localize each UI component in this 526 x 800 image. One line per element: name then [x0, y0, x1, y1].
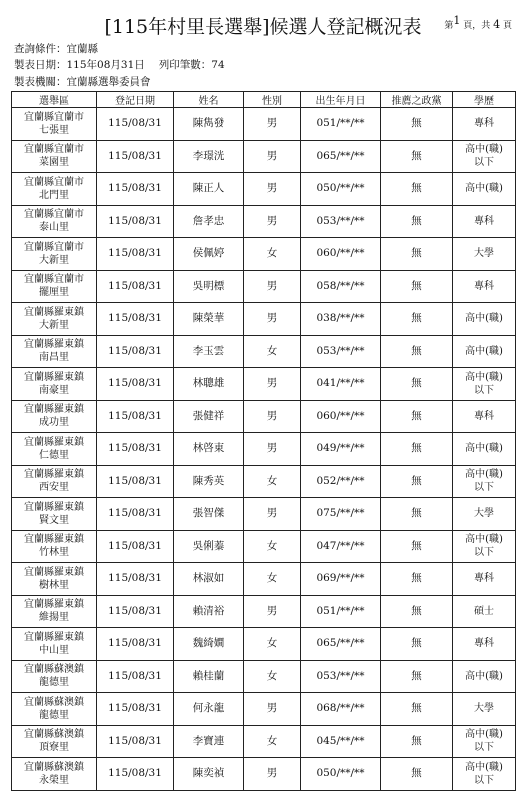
district-cell	[12, 725, 97, 758]
party-cell: 無	[381, 368, 453, 401]
birth-cell: 050/**/**	[301, 758, 381, 791]
district-cell	[12, 173, 97, 206]
table-row	[12, 335, 516, 368]
district-cell-line: 宜蘭縣羅東鎮	[24, 566, 84, 578]
birth-cell: 053/**/**	[301, 205, 381, 238]
district-cell-line: 維揚里	[39, 612, 69, 624]
birth-cell: 065/**/**	[301, 628, 381, 661]
gender-cell: 女	[244, 530, 301, 563]
district-cell-line: 永榮里	[39, 774, 69, 786]
report-date: 製表日期：115年08月31日	[14, 59, 145, 71]
gender-cell: 男	[244, 498, 301, 531]
district-cell-line: 七張里	[39, 124, 69, 136]
district-cell-line: 宜蘭縣宜蘭市	[24, 274, 84, 286]
district-cell-line: 成功里	[39, 417, 69, 429]
page-indicator	[444, 14, 512, 31]
party-cell: 無	[381, 108, 453, 141]
district-cell-line: 菜園里	[39, 157, 69, 169]
table-row	[12, 400, 516, 433]
table-row	[12, 693, 516, 726]
table-row	[12, 173, 516, 206]
party-cell: 無	[381, 758, 453, 791]
party-cell: 無	[381, 498, 453, 531]
date-cell: 115/08/31	[97, 595, 174, 628]
date-cell: 115/08/31	[97, 173, 174, 206]
page-label-post: 頁	[502, 21, 512, 31]
table-row	[12, 270, 516, 303]
party-cell: 無	[381, 433, 453, 466]
table-body	[12, 108, 516, 791]
district-cell-line: 南豪里	[39, 384, 69, 396]
education-cell	[453, 498, 516, 531]
gender-cell: 男	[244, 433, 301, 466]
education-cell-line: 高中(職)	[465, 144, 503, 156]
table-row	[12, 498, 516, 531]
education-cell	[453, 660, 516, 693]
district-cell-line: 仁德里	[39, 449, 69, 461]
party-cell: 無	[381, 335, 453, 368]
education-cell-line: 以下	[474, 742, 494, 754]
query-condition	[14, 41, 112, 56]
name-cell: 張智傑	[174, 498, 244, 531]
table-row	[12, 108, 516, 141]
table-row	[12, 725, 516, 758]
education-cell-line: 高中(職)	[465, 345, 503, 357]
education-cell-line: 高中(職)	[465, 183, 503, 195]
birth-cell: 051/**/**	[301, 595, 381, 628]
name-cell: 李璟洸	[174, 140, 244, 173]
table-row	[12, 563, 516, 596]
date-cell: 115/08/31	[97, 140, 174, 173]
gender-cell: 女	[244, 660, 301, 693]
education-cell	[453, 400, 516, 433]
district-cell	[12, 498, 97, 531]
table-row	[12, 628, 516, 661]
name-cell: 侯佩婷	[174, 238, 244, 271]
district-cell	[12, 433, 97, 466]
district-cell	[12, 270, 97, 303]
birth-cell: 068/**/**	[301, 693, 381, 726]
education-cell-line: 大學	[474, 703, 494, 715]
district-cell	[12, 628, 97, 661]
education-cell	[453, 530, 516, 563]
district-cell	[12, 563, 97, 596]
education-cell-line: 專科	[474, 280, 494, 292]
education-cell	[453, 758, 516, 791]
name-cell: 林聰雄	[174, 368, 244, 401]
district-cell	[12, 108, 97, 141]
education-cell-line: 專科	[474, 215, 494, 227]
district-cell-line: 宜蘭縣羅東鎮	[24, 436, 84, 448]
birth-cell: 049/**/**	[301, 433, 381, 466]
education-cell-line: 以下	[474, 547, 494, 559]
column-header-district: 選舉區	[12, 92, 97, 108]
name-cell: 林淑如	[174, 563, 244, 596]
gender-cell: 男	[244, 270, 301, 303]
table-row	[12, 758, 516, 791]
page-current: 1	[453, 14, 461, 27]
gender-cell: 男	[244, 758, 301, 791]
date-cell: 115/08/31	[97, 433, 174, 466]
table-row	[12, 465, 516, 498]
page-label-mid: 頁，共	[463, 21, 491, 31]
education-cell	[453, 238, 516, 271]
district-cell-line: 宜蘭縣蘇澳鎮	[24, 664, 84, 676]
party-cell: 無	[381, 400, 453, 433]
name-cell: 吳俐蓁	[174, 530, 244, 563]
district-cell	[12, 238, 97, 271]
education-cell-line: 高中(職)	[465, 371, 503, 383]
education-cell	[453, 303, 516, 336]
gender-cell: 男	[244, 205, 301, 238]
district-cell-line: 宜蘭縣羅東鎮	[24, 371, 84, 383]
table-row	[12, 595, 516, 628]
party-cell: 無	[381, 725, 453, 758]
education-cell	[453, 140, 516, 173]
district-cell-line: 龍德里	[39, 709, 69, 721]
date-cell: 115/08/31	[97, 108, 174, 141]
name-cell: 吳明標	[174, 270, 244, 303]
education-cell-line: 以下	[474, 774, 494, 786]
education-cell	[453, 563, 516, 596]
report-date-line	[14, 57, 239, 72]
education-cell	[453, 270, 516, 303]
gender-cell: 男	[244, 693, 301, 726]
education-cell-line: 高中(職)	[465, 469, 503, 481]
birth-cell: 051/**/**	[301, 108, 381, 141]
district-cell	[12, 660, 97, 693]
name-cell: 陳奕禎	[174, 758, 244, 791]
date-cell: 115/08/31	[97, 628, 174, 661]
party-cell: 無	[381, 693, 453, 726]
education-cell-line: 高中(職)	[465, 670, 503, 682]
birth-cell: 053/**/**	[301, 335, 381, 368]
education-cell-line: 高中(職)	[465, 443, 503, 455]
education-cell-line: 專科	[474, 410, 494, 422]
district-cell-line: 北門里	[39, 189, 69, 201]
birth-cell: 053/**/**	[301, 660, 381, 693]
gender-cell: 男	[244, 140, 301, 173]
name-cell: 陳秀英	[174, 465, 244, 498]
birth-cell: 052/**/**	[301, 465, 381, 498]
gender-cell: 男	[244, 400, 301, 433]
district-cell	[12, 140, 97, 173]
gender-cell: 女	[244, 563, 301, 596]
education-cell-line: 以下	[474, 482, 494, 494]
gender-cell: 女	[244, 335, 301, 368]
column-header-gender: 性別	[244, 92, 301, 108]
district-cell-line: 宜蘭縣羅東鎮	[24, 306, 84, 318]
district-cell-line: 宜蘭縣蘇澳鎮	[24, 696, 84, 708]
district-cell-line: 龍德里	[39, 677, 69, 689]
name-cell: 賴桂蘭	[174, 660, 244, 693]
birth-cell: 075/**/**	[301, 498, 381, 531]
education-cell	[453, 595, 516, 628]
date-cell: 115/08/31	[97, 400, 174, 433]
name-cell: 陳正人	[174, 173, 244, 206]
district-cell-line: 賢文里	[39, 514, 69, 526]
district-cell	[12, 368, 97, 401]
table-row	[12, 660, 516, 693]
date-cell: 115/08/31	[97, 238, 174, 271]
gender-cell: 男	[244, 595, 301, 628]
birth-cell: 058/**/**	[301, 270, 381, 303]
district-cell-line: 宜蘭縣宜蘭市	[24, 209, 84, 221]
record-count: 列印筆數：74	[158, 59, 225, 71]
district-cell-line: 頂寮里	[39, 742, 69, 754]
party-cell: 無	[381, 205, 453, 238]
birth-cell: 041/**/**	[301, 368, 381, 401]
gender-cell: 女	[244, 465, 301, 498]
education-cell-line: 專科	[474, 118, 494, 130]
agency-line	[14, 74, 165, 89]
education-cell-line: 高中(職)	[465, 761, 503, 773]
name-cell: 何永龍	[174, 693, 244, 726]
education-cell-line: 大學	[474, 248, 494, 260]
date-cell: 115/08/31	[97, 368, 174, 401]
district-cell-line: 大新里	[39, 319, 69, 331]
district-cell	[12, 530, 97, 563]
date-cell: 115/08/31	[97, 498, 174, 531]
name-cell: 林啓東	[174, 433, 244, 466]
district-cell-line: 中山里	[39, 644, 69, 656]
name-cell: 陳榮華	[174, 303, 244, 336]
party-cell: 無	[381, 173, 453, 206]
district-cell-line: 西安里	[39, 482, 69, 494]
district-cell	[12, 205, 97, 238]
education-cell-line: 高中(職)	[465, 313, 503, 325]
education-cell	[453, 205, 516, 238]
table-row	[12, 238, 516, 271]
page-label-pre: 第	[444, 21, 454, 31]
district-cell-line: 宜蘭縣羅東鎮	[24, 631, 84, 643]
education-cell	[453, 725, 516, 758]
district-cell-line: 擺厘里	[39, 287, 69, 299]
birth-cell: 038/**/**	[301, 303, 381, 336]
district-cell-line: 宜蘭縣羅東鎮	[24, 501, 84, 513]
education-cell-line: 以下	[474, 384, 494, 396]
birth-cell: 045/**/**	[301, 725, 381, 758]
district-cell-line: 宜蘭縣蘇澳鎮	[24, 729, 84, 741]
party-cell: 無	[381, 530, 453, 563]
column-header-education: 學歷	[453, 92, 516, 108]
education-cell-line: 高中(職)	[465, 729, 503, 741]
gender-cell: 男	[244, 173, 301, 206]
gender-cell: 男	[244, 303, 301, 336]
gender-cell: 男	[244, 108, 301, 141]
education-cell	[453, 465, 516, 498]
district-cell	[12, 303, 97, 336]
district-cell-line: 竹林里	[39, 547, 69, 559]
district-cell-line: 泰山里	[39, 222, 69, 234]
education-cell	[453, 108, 516, 141]
district-cell-line: 南昌里	[39, 352, 69, 364]
education-cell-line: 以下	[474, 157, 494, 169]
gender-cell: 女	[244, 725, 301, 758]
query-text: 查詢條件：宜蘭縣	[14, 43, 98, 55]
district-cell-line: 宜蘭縣羅東鎮	[24, 404, 84, 416]
district-cell-line: 樹林里	[39, 579, 69, 591]
education-cell	[453, 693, 516, 726]
party-cell: 無	[381, 628, 453, 661]
date-cell: 115/08/31	[97, 530, 174, 563]
district-cell-line: 宜蘭縣宜蘭市	[24, 176, 84, 188]
date-cell: 115/08/31	[97, 335, 174, 368]
page-total: 4	[493, 18, 501, 31]
title-text: [115年村里長選舉]候選人登記概況表	[104, 16, 422, 38]
date-cell: 115/08/31	[97, 758, 174, 791]
party-cell: 無	[381, 660, 453, 693]
birth-cell: 069/**/**	[301, 563, 381, 596]
name-cell: 陳雋發	[174, 108, 244, 141]
column-header-birth: 出生年月日	[301, 92, 381, 108]
education-cell	[453, 433, 516, 466]
party-cell: 無	[381, 465, 453, 498]
education-cell	[453, 173, 516, 206]
party-cell: 無	[381, 140, 453, 173]
birth-cell: 047/**/**	[301, 530, 381, 563]
education-cell-line: 大學	[474, 508, 494, 520]
district-cell-line: 宜蘭縣羅東鎮	[24, 339, 84, 351]
gender-cell: 女	[244, 628, 301, 661]
table-row	[12, 433, 516, 466]
district-cell-line: 宜蘭縣羅東鎮	[24, 599, 84, 611]
district-cell-line: 宜蘭縣羅東鎮	[24, 469, 84, 481]
name-cell: 李玉雲	[174, 335, 244, 368]
table-row	[12, 140, 516, 173]
date-cell: 115/08/31	[97, 725, 174, 758]
district-cell-line: 宜蘭縣宜蘭市	[24, 144, 84, 156]
district-cell-line: 宜蘭縣宜蘭市	[24, 241, 84, 253]
district-cell	[12, 335, 97, 368]
education-cell	[453, 335, 516, 368]
district-cell	[12, 400, 97, 433]
education-cell	[453, 628, 516, 661]
party-cell: 無	[381, 563, 453, 596]
column-header-date: 登記日期	[97, 92, 174, 108]
party-cell: 無	[381, 270, 453, 303]
district-cell	[12, 758, 97, 791]
date-cell: 115/08/31	[97, 563, 174, 596]
birth-cell: 065/**/**	[301, 140, 381, 173]
district-cell-line: 宜蘭縣蘇澳鎮	[24, 761, 84, 773]
birth-cell: 060/**/**	[301, 400, 381, 433]
table-row	[12, 530, 516, 563]
gender-cell: 女	[244, 238, 301, 271]
date-cell: 115/08/31	[97, 303, 174, 336]
gender-cell: 男	[244, 368, 301, 401]
name-cell: 張健祥	[174, 400, 244, 433]
table-header-row	[12, 92, 516, 108]
agency-text: 製表機關：宜蘭縣選舉委員會	[14, 76, 151, 88]
date-cell: 115/08/31	[97, 465, 174, 498]
table-row	[12, 205, 516, 238]
district-cell	[12, 595, 97, 628]
education-cell-line: 專科	[474, 638, 494, 650]
name-cell: 李寶連	[174, 725, 244, 758]
table-row	[12, 303, 516, 336]
date-cell: 115/08/31	[97, 693, 174, 726]
district-cell	[12, 465, 97, 498]
column-header-party: 推薦之政黨	[381, 92, 453, 108]
name-cell: 賴清裕	[174, 595, 244, 628]
column-header-name: 姓名	[174, 92, 244, 108]
education-cell	[453, 368, 516, 401]
district-cell-line: 宜蘭縣羅東鎮	[24, 534, 84, 546]
birth-cell: 060/**/**	[301, 238, 381, 271]
party-cell: 無	[381, 303, 453, 336]
party-cell: 無	[381, 595, 453, 628]
name-cell: 詹孝忠	[174, 205, 244, 238]
education-cell-line: 專科	[474, 573, 494, 585]
education-cell-line: 碩士	[474, 605, 494, 617]
date-cell: 115/08/31	[97, 660, 174, 693]
date-cell: 115/08/31	[97, 205, 174, 238]
party-cell: 無	[381, 238, 453, 271]
date-cell: 115/08/31	[97, 270, 174, 303]
district-cell-line: 宜蘭縣宜蘭市	[24, 111, 84, 123]
candidate-table	[11, 91, 516, 791]
district-cell	[12, 693, 97, 726]
district-cell-line: 大新里	[39, 254, 69, 266]
table-row	[12, 368, 516, 401]
name-cell: 魏綺嫺	[174, 628, 244, 661]
birth-cell: 050/**/**	[301, 173, 381, 206]
education-cell-line: 高中(職)	[465, 534, 503, 546]
